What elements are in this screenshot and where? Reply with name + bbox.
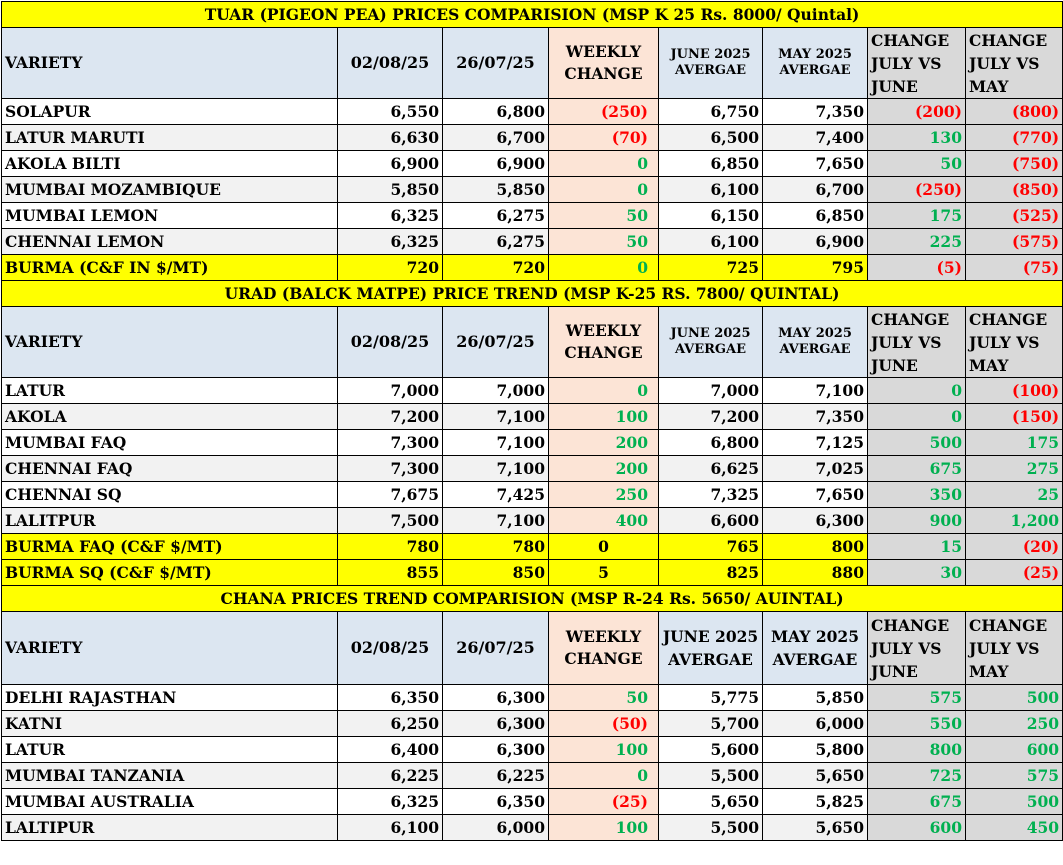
- june-average-cell: 6,600: [659, 508, 763, 534]
- june-average-cell: 7,200: [659, 404, 763, 430]
- header-date-current: 02/08/25: [338, 612, 443, 685]
- variety-cell: CHENNAI SQ: [2, 482, 338, 508]
- change-vs-june-cell: 500: [868, 430, 966, 456]
- june-average-cell: 5,600: [659, 737, 763, 763]
- header-weekly-change: WEEKLY CHANGE: [549, 612, 659, 685]
- june-average-cell: 7,325: [659, 482, 763, 508]
- change-vs-june-cell: 675: [868, 789, 966, 815]
- variety-cell: LALITPUR: [2, 508, 338, 534]
- price-previous-cell: 780: [443, 534, 549, 560]
- price-previous-cell: 7,100: [443, 404, 549, 430]
- june-average-cell: 5,650: [659, 789, 763, 815]
- weekly-change-cell: (50): [549, 711, 659, 737]
- header-change-vs-june: CHANGE JULY VS JUNE: [868, 307, 966, 378]
- may-average-cell: 5,825: [763, 789, 868, 815]
- header-weekly-change: WEEKLY CHANGE: [549, 307, 659, 378]
- table-row: [2, 711, 1063, 737]
- weekly-change-cell: 250: [549, 482, 659, 508]
- price-previous-cell: 5,850: [443, 177, 549, 203]
- price-current-cell: 6,325: [338, 789, 443, 815]
- price-current-cell: 6,400: [338, 737, 443, 763]
- price-current-cell: 7,200: [338, 404, 443, 430]
- variety-cell: KATNI: [2, 711, 338, 737]
- variety-cell: CHENNAI LEMON: [2, 229, 338, 255]
- change-vs-june-cell: 15: [868, 534, 966, 560]
- header-may-average: MAY 2025 AVERGAE: [763, 612, 868, 685]
- june-average-cell: 5,700: [659, 711, 763, 737]
- june-average-cell: 5,775: [659, 685, 763, 711]
- variety-cell: BURMA SQ (C&F $/MT): [2, 560, 338, 586]
- may-average-cell: 7,650: [763, 482, 868, 508]
- may-average-cell: 5,850: [763, 685, 868, 711]
- weekly-change-cell: 0: [549, 534, 659, 560]
- price-previous-cell: 6,300: [443, 685, 549, 711]
- column-header-row-urad: [2, 307, 1063, 378]
- table-row: [2, 685, 1063, 711]
- price-current-cell: 6,900: [338, 151, 443, 177]
- change-vs-june-cell: 30: [868, 560, 966, 586]
- variety-cell: LATUR: [2, 737, 338, 763]
- may-average-cell: 6,850: [763, 203, 868, 229]
- change-vs-may-cell: 600: [966, 737, 1063, 763]
- header-june-average: JUNE 2025 AVERGAE: [659, 28, 763, 99]
- change-vs-may-cell: (525): [966, 203, 1063, 229]
- price-current-cell: 6,350: [338, 685, 443, 711]
- price-previous-cell: 6,000: [443, 815, 549, 841]
- variety-cell: DELHI RAJASTHAN: [2, 685, 338, 711]
- weekly-change-cell: 100: [549, 737, 659, 763]
- price-current-cell: 6,325: [338, 229, 443, 255]
- change-vs-june-cell: (5): [868, 255, 966, 281]
- variety-cell: MUMBAI FAQ: [2, 430, 338, 456]
- change-vs-june-cell: 0: [868, 404, 966, 430]
- change-vs-may-cell: (100): [966, 378, 1063, 404]
- may-average-cell: 6,900: [763, 229, 868, 255]
- change-vs-june-cell: 725: [868, 763, 966, 789]
- price-comparison-table: [1, 1, 1063, 841]
- weekly-change-cell: 0: [549, 255, 659, 281]
- may-average-cell: 800: [763, 534, 868, 560]
- price-current-cell: 7,300: [338, 456, 443, 482]
- header-june-average: JUNE 2025 AVERGAE: [659, 612, 763, 685]
- may-average-cell: 5,650: [763, 763, 868, 789]
- header-date-previous: 26/07/25: [443, 612, 549, 685]
- price-previous-cell: 6,700: [443, 125, 549, 151]
- price-previous-cell: 7,000: [443, 378, 549, 404]
- variety-cell: MUMBAI LEMON: [2, 203, 338, 229]
- variety-cell: AKOLA: [2, 404, 338, 430]
- change-vs-june-cell: 675: [868, 456, 966, 482]
- change-vs-may-cell: (20): [966, 534, 1063, 560]
- june-average-cell: 6,100: [659, 177, 763, 203]
- weekly-change-cell: 50: [549, 229, 659, 255]
- price-current-cell: 7,675: [338, 482, 443, 508]
- change-vs-june-cell: 600: [868, 815, 966, 841]
- header-date-previous: 26/07/25: [443, 307, 549, 378]
- variety-cell: MUMBAI TANZANIA: [2, 763, 338, 789]
- price-previous-cell: 7,100: [443, 430, 549, 456]
- table-row: [2, 229, 1063, 255]
- change-vs-may-cell: 275: [966, 456, 1063, 482]
- price-current-cell: 7,500: [338, 508, 443, 534]
- may-average-cell: 6,700: [763, 177, 868, 203]
- price-current-cell: 855: [338, 560, 443, 586]
- change-vs-june-cell: 0: [868, 378, 966, 404]
- price-previous-cell: 850: [443, 560, 549, 586]
- change-vs-may-cell: (150): [966, 404, 1063, 430]
- weekly-change-cell: 400: [549, 508, 659, 534]
- weekly-change-cell: 200: [549, 430, 659, 456]
- change-vs-may-cell: 575: [966, 763, 1063, 789]
- price-previous-cell: 6,350: [443, 789, 549, 815]
- weekly-change-cell: 5: [549, 560, 659, 586]
- table-row: [2, 815, 1063, 841]
- header-change-vs-june: CHANGE JULY VS JUNE: [868, 28, 966, 99]
- variety-cell: MUMBAI AUSTRALIA: [2, 789, 338, 815]
- weekly-change-cell: 0: [549, 151, 659, 177]
- may-average-cell: 5,800: [763, 737, 868, 763]
- june-average-cell: 6,150: [659, 203, 763, 229]
- table-row: [2, 177, 1063, 203]
- header-change-vs-june: CHANGE JULY VS JUNE: [868, 612, 966, 685]
- change-vs-june-cell: 130: [868, 125, 966, 151]
- change-vs-may-cell: (575): [966, 229, 1063, 255]
- header-change-vs-may: CHANGE JULY VS MAY: [966, 612, 1063, 685]
- table-body: [2, 2, 1063, 841]
- may-average-cell: 7,350: [763, 404, 868, 430]
- price-previous-cell: 7,100: [443, 508, 549, 534]
- change-vs-may-cell: 25: [966, 482, 1063, 508]
- table-row: [2, 151, 1063, 177]
- price-previous-cell: 7,425: [443, 482, 549, 508]
- may-average-cell: 7,650: [763, 151, 868, 177]
- change-vs-may-cell: 500: [966, 685, 1063, 711]
- weekly-change-cell: (25): [549, 789, 659, 815]
- change-vs-may-cell: (750): [966, 151, 1063, 177]
- may-average-cell: 6,000: [763, 711, 868, 737]
- may-average-cell: 7,400: [763, 125, 868, 151]
- table-row: [2, 534, 1063, 560]
- price-current-cell: 6,630: [338, 125, 443, 151]
- change-vs-may-cell: (850): [966, 177, 1063, 203]
- variety-cell: MUMBAI MOZAMBIQUE: [2, 177, 338, 203]
- price-current-cell: 6,250: [338, 711, 443, 737]
- variety-cell: CHENNAI FAQ: [2, 456, 338, 482]
- change-vs-june-cell: 575: [868, 685, 966, 711]
- header-may-average: MAY 2025 AVERGAE: [763, 28, 868, 99]
- may-average-cell: 880: [763, 560, 868, 586]
- change-vs-june-cell: (200): [868, 99, 966, 125]
- change-vs-june-cell: 175: [868, 203, 966, 229]
- price-current-cell: 780: [338, 534, 443, 560]
- table-row: [2, 508, 1063, 534]
- header-date-current: 02/08/25: [338, 307, 443, 378]
- header-change-vs-may: CHANGE JULY VS MAY: [966, 307, 1063, 378]
- header-may-average: MAY 2025 AVERGAE: [763, 307, 868, 378]
- weekly-change-cell: 100: [549, 404, 659, 430]
- column-header-row-chana: [2, 612, 1063, 685]
- may-average-cell: 7,125: [763, 430, 868, 456]
- header-june-average: JUNE 2025 AVERGAE: [659, 307, 763, 378]
- change-vs-june-cell: (250): [868, 177, 966, 203]
- table-row: [2, 737, 1063, 763]
- table-row: [2, 482, 1063, 508]
- may-average-cell: 5,650: [763, 815, 868, 841]
- table-row: [2, 560, 1063, 586]
- table-row: [2, 789, 1063, 815]
- price-current-cell: 6,100: [338, 815, 443, 841]
- june-average-cell: 5,500: [659, 815, 763, 841]
- change-vs-june-cell: 900: [868, 508, 966, 534]
- table-row: [2, 404, 1063, 430]
- june-average-cell: 7,000: [659, 378, 763, 404]
- price-current-cell: 6,325: [338, 203, 443, 229]
- section-title-row-urad: [2, 281, 1063, 307]
- section-title: CHANA PRICES TREND COMPARISION (MSP R-24 Rs. 5650/ AUINTAL): [2, 586, 1063, 612]
- price-current-cell: 7,300: [338, 430, 443, 456]
- header-variety: VARIETY: [2, 307, 338, 378]
- variety-cell: LATUR: [2, 378, 338, 404]
- price-previous-cell: 6,900: [443, 151, 549, 177]
- table-row: [2, 456, 1063, 482]
- weekly-change-cell: 50: [549, 685, 659, 711]
- change-vs-june-cell: 50: [868, 151, 966, 177]
- table-row: [2, 203, 1063, 229]
- june-average-cell: 6,100: [659, 229, 763, 255]
- june-average-cell: 6,625: [659, 456, 763, 482]
- table-row: [2, 430, 1063, 456]
- may-average-cell: 7,350: [763, 99, 868, 125]
- section-title-row-tuar: [2, 2, 1063, 28]
- price-previous-cell: 720: [443, 255, 549, 281]
- section-title: URAD (BALCK MATPE) PRICE TREND (MSP K-25 RS. 7800/ QUINTAL): [2, 281, 1063, 307]
- section-title-row-chana: [2, 586, 1063, 612]
- june-average-cell: 6,800: [659, 430, 763, 456]
- change-vs-may-cell: (770): [966, 125, 1063, 151]
- weekly-change-cell: 0: [549, 378, 659, 404]
- price-current-cell: 6,550: [338, 99, 443, 125]
- change-vs-may-cell: 500: [966, 789, 1063, 815]
- price-previous-cell: 6,800: [443, 99, 549, 125]
- price-previous-cell: 6,275: [443, 229, 549, 255]
- change-vs-may-cell: (25): [966, 560, 1063, 586]
- june-average-cell: 825: [659, 560, 763, 586]
- price-current-cell: 7,000: [338, 378, 443, 404]
- june-average-cell: 5,500: [659, 763, 763, 789]
- change-vs-june-cell: 550: [868, 711, 966, 737]
- weekly-change-cell: 100: [549, 815, 659, 841]
- variety-cell: BURMA FAQ (C&F $/MT): [2, 534, 338, 560]
- price-previous-cell: 6,300: [443, 711, 549, 737]
- header-variety: VARIETY: [2, 28, 338, 99]
- change-vs-may-cell: (800): [966, 99, 1063, 125]
- variety-cell: LALTIPUR: [2, 815, 338, 841]
- may-average-cell: 7,025: [763, 456, 868, 482]
- price-current-cell: 6,225: [338, 763, 443, 789]
- may-average-cell: 795: [763, 255, 868, 281]
- header-date-previous: 26/07/25: [443, 28, 549, 99]
- price-previous-cell: 6,300: [443, 737, 549, 763]
- price-previous-cell: 7,100: [443, 456, 549, 482]
- change-vs-june-cell: 225: [868, 229, 966, 255]
- weekly-change-cell: (250): [549, 99, 659, 125]
- change-vs-may-cell: (75): [966, 255, 1063, 281]
- change-vs-june-cell: 350: [868, 482, 966, 508]
- june-average-cell: 6,500: [659, 125, 763, 151]
- table-row: [2, 763, 1063, 789]
- price-current-cell: 720: [338, 255, 443, 281]
- change-vs-may-cell: 175: [966, 430, 1063, 456]
- june-average-cell: 725: [659, 255, 763, 281]
- june-average-cell: 6,850: [659, 151, 763, 177]
- weekly-change-cell: 0: [549, 177, 659, 203]
- variety-cell: SOLAPUR: [2, 99, 338, 125]
- section-title: TUAR (PIGEON PEA) PRICES COMPARISION (MSP K 25 Rs. 8000/ Quintal): [2, 2, 1063, 28]
- may-average-cell: 6,300: [763, 508, 868, 534]
- change-vs-may-cell: 250: [966, 711, 1063, 737]
- table-row: [2, 99, 1063, 125]
- table-row: [2, 255, 1063, 281]
- header-date-current: 02/08/25: [338, 28, 443, 99]
- weekly-change-cell: 0: [549, 763, 659, 789]
- june-average-cell: 765: [659, 534, 763, 560]
- table-row: [2, 125, 1063, 151]
- column-header-row-tuar: [2, 28, 1063, 99]
- price-previous-cell: 6,275: [443, 203, 549, 229]
- change-vs-june-cell: 800: [868, 737, 966, 763]
- table-row: [2, 378, 1063, 404]
- variety-cell: BURMA (C&F IN $/MT): [2, 255, 338, 281]
- header-change-vs-may: CHANGE JULY VS MAY: [966, 28, 1063, 99]
- change-vs-may-cell: 1,200: [966, 508, 1063, 534]
- header-weekly-change: WEEKLY CHANGE: [549, 28, 659, 99]
- may-average-cell: 7,100: [763, 378, 868, 404]
- price-previous-cell: 6,225: [443, 763, 549, 789]
- variety-cell: LATUR MARUTI: [2, 125, 338, 151]
- weekly-change-cell: (70): [549, 125, 659, 151]
- price-current-cell: 5,850: [338, 177, 443, 203]
- weekly-change-cell: 50: [549, 203, 659, 229]
- change-vs-may-cell: 450: [966, 815, 1063, 841]
- header-variety: VARIETY: [2, 612, 338, 685]
- june-average-cell: 6,750: [659, 99, 763, 125]
- weekly-change-cell: 200: [549, 456, 659, 482]
- variety-cell: AKOLA BILTI: [2, 151, 338, 177]
